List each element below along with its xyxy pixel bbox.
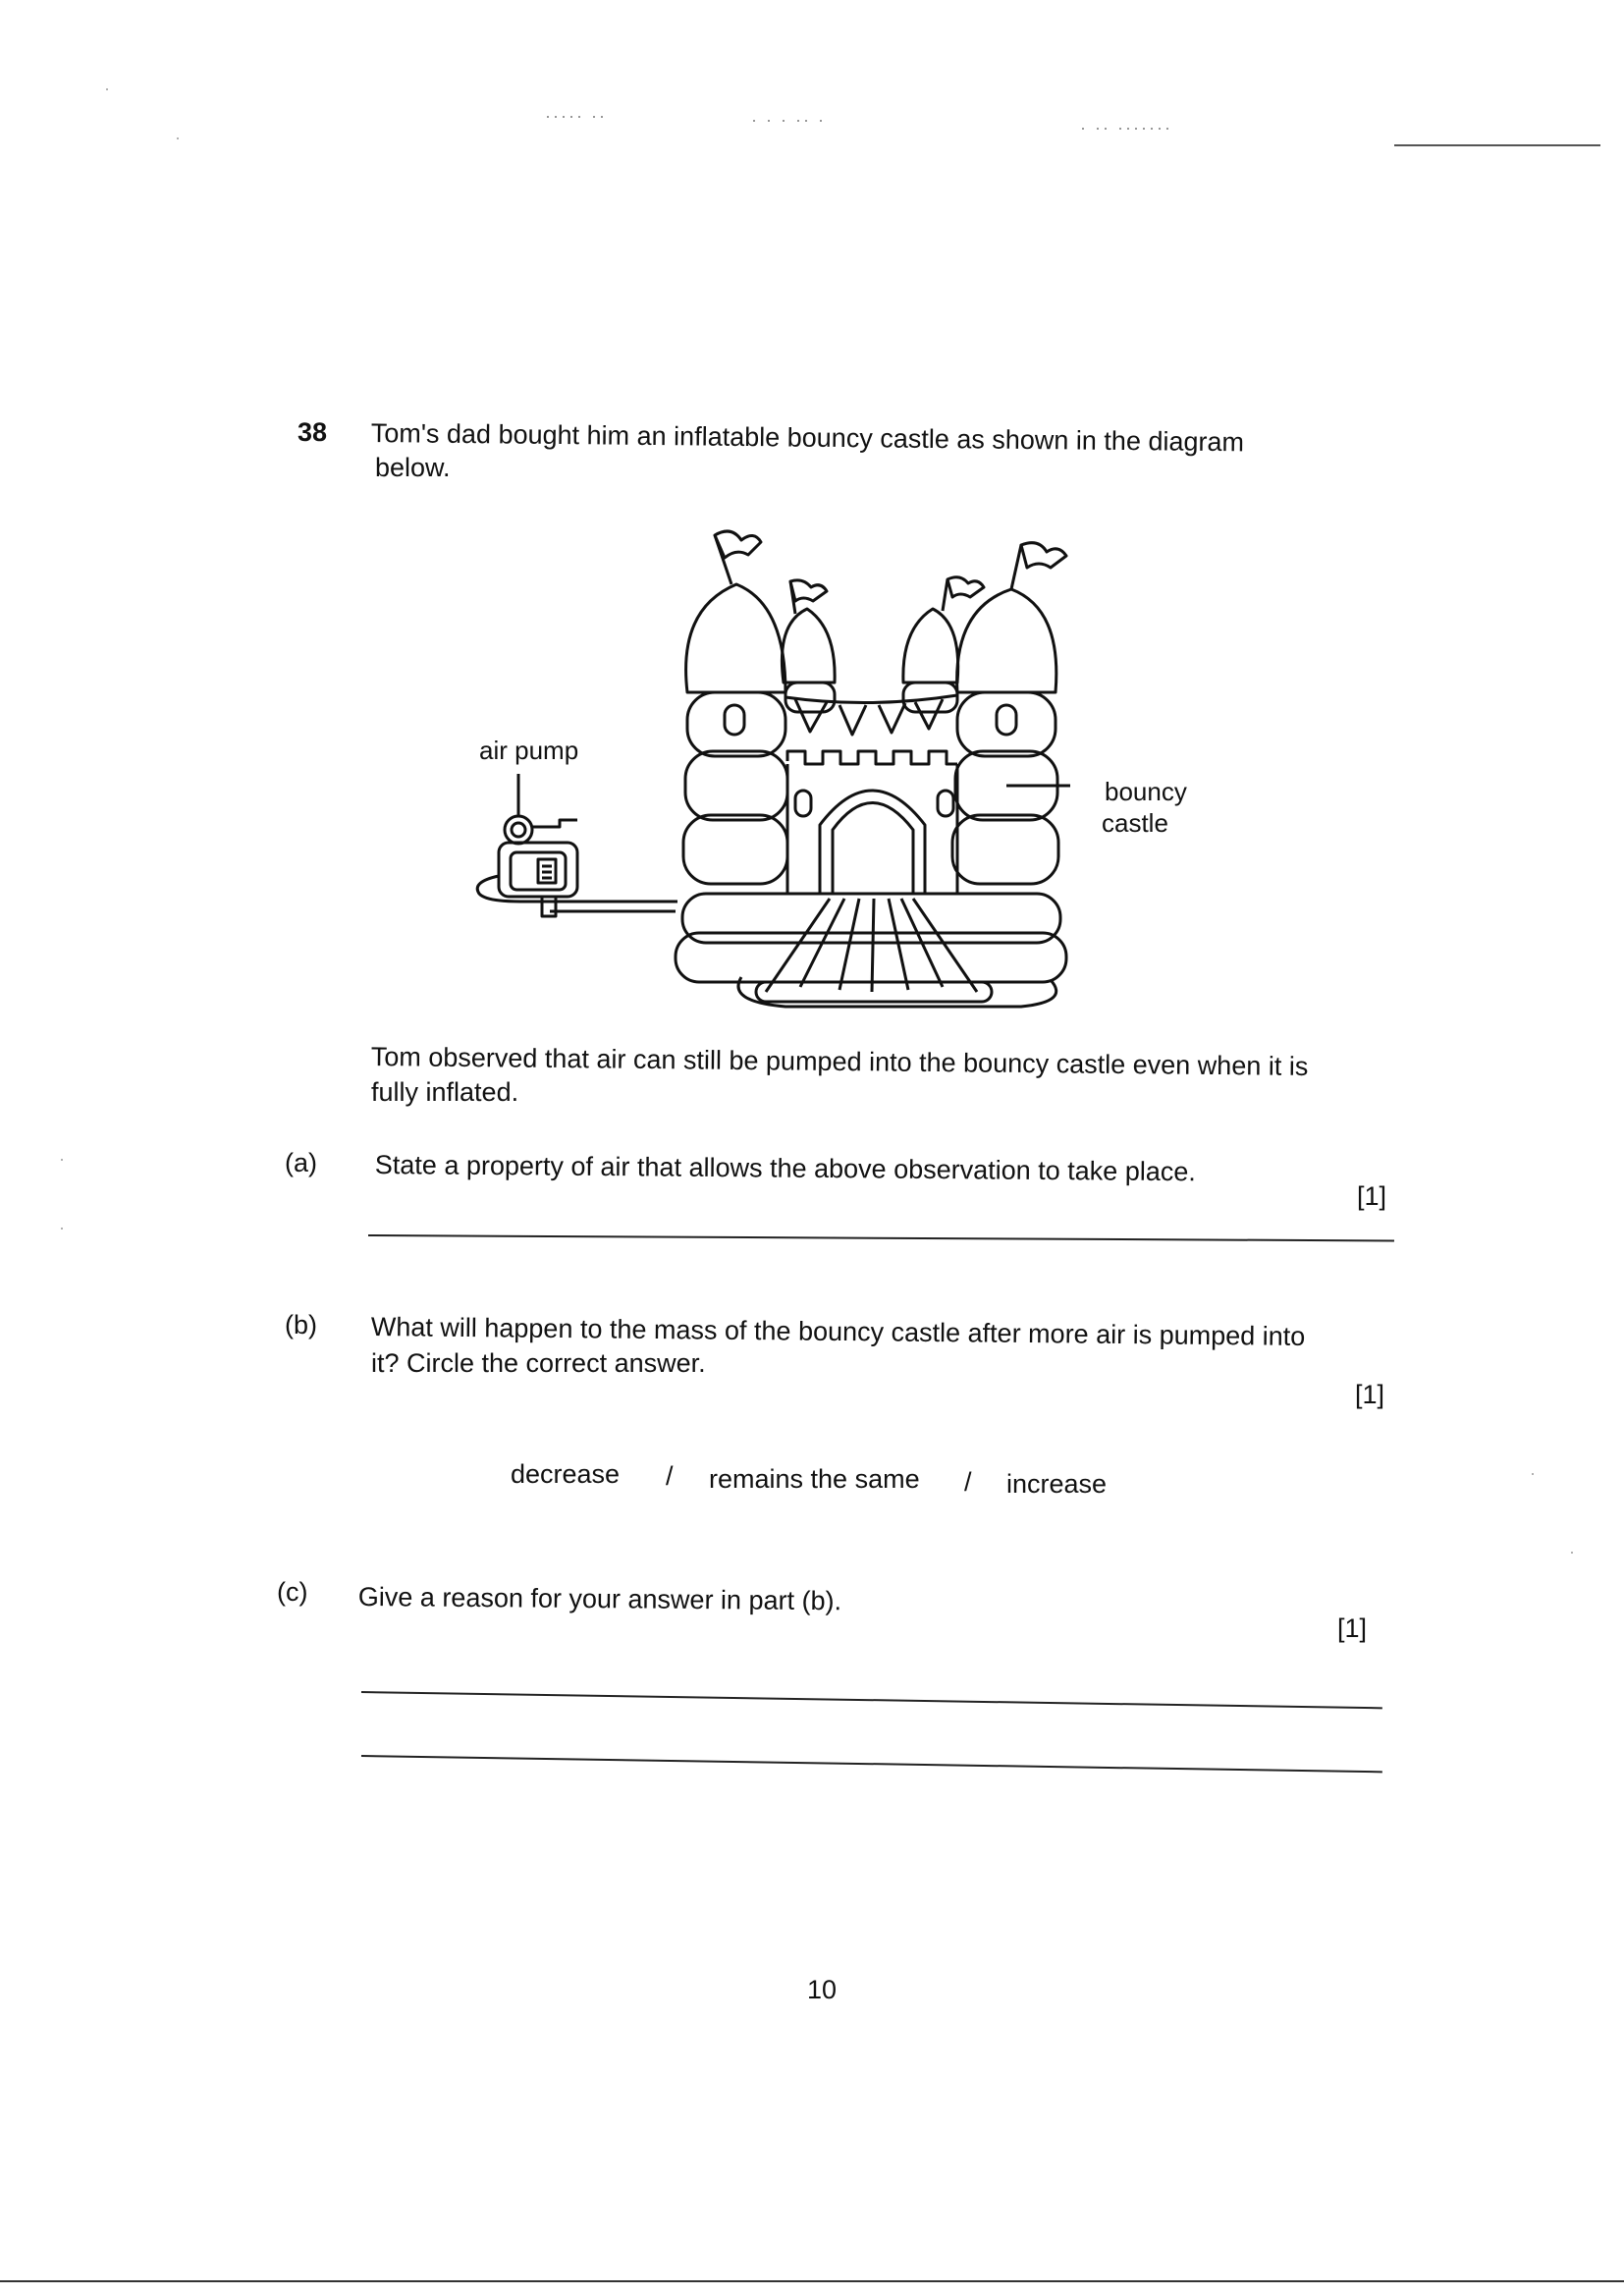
pump-gauge-inner xyxy=(512,823,525,837)
scan-speck xyxy=(1532,1473,1534,1475)
header-scan-dots-3: · ·· ······· xyxy=(1080,118,1172,137)
right-tower-ring3 xyxy=(952,815,1058,884)
part-c-marks: [1] xyxy=(1337,1613,1368,1643)
label-bouncy-castle-line1: bouncy xyxy=(1105,777,1187,806)
left-back-flag xyxy=(790,580,827,601)
left-tower-window xyxy=(725,705,744,735)
observation-line2: fully inflated. xyxy=(371,1077,519,1107)
left-tower-ring3 xyxy=(683,815,787,884)
right-flag-pole xyxy=(1011,545,1021,589)
right-tower-dome xyxy=(957,589,1056,692)
question-intro-line2: below. xyxy=(375,453,451,482)
right-tower-window xyxy=(997,705,1016,735)
right-back-flag-pole xyxy=(943,579,947,611)
right-flag xyxy=(1021,543,1066,568)
part-b-question-line2: it? Circle the correct answer. xyxy=(371,1348,706,1378)
part-c-answer-line-2[interactable] xyxy=(361,1755,1382,1773)
part-c-label: (c) xyxy=(277,1577,308,1607)
castle-battlements xyxy=(787,751,957,764)
observation-line1: Tom observed that air can still be pumped into the bouncy castle even when it is xyxy=(370,1042,1309,1081)
scan-speck xyxy=(61,1159,63,1161)
scan-speck xyxy=(61,1228,63,1230)
arch-inner xyxy=(833,803,913,895)
part-b-marks: [1] xyxy=(1355,1380,1385,1409)
hose-connector xyxy=(542,897,556,916)
bottom-scan-edge xyxy=(0,2280,1624,2282)
part-a-marks: [1] xyxy=(1357,1181,1387,1211)
left-flag xyxy=(715,531,761,558)
label-bouncy-castle-line2: castle xyxy=(1102,808,1168,838)
header-scan-line xyxy=(1394,144,1600,146)
wall-window-left xyxy=(795,791,811,816)
right-tower-ring1 xyxy=(957,692,1056,756)
pump-handle xyxy=(532,820,577,827)
option-separator-1: / xyxy=(666,1461,674,1491)
bouncy-castle-diagram xyxy=(461,511,1208,1021)
part-a-label: (a) xyxy=(285,1148,317,1177)
left-back-dome xyxy=(782,609,835,683)
page-number: 10 xyxy=(807,1975,838,2004)
pump-gauge xyxy=(505,816,532,844)
right-back-dome xyxy=(903,609,958,683)
part-a-question: State a property of air that allows the above observation to take place. xyxy=(374,1150,1196,1187)
label-air-pump: air pump xyxy=(479,736,579,765)
part-c-answer-line-1[interactable] xyxy=(361,1691,1382,1709)
question-intro-line1: Tom's dad bought him an inflatable bouncy castle as shown in the diagram xyxy=(370,417,1245,458)
wall-window-right xyxy=(938,791,953,816)
question-number: 38 xyxy=(298,417,328,447)
header-scan-dots-1: ····· ·· xyxy=(545,106,607,126)
bouncy-castle-illustration xyxy=(461,511,1208,1021)
part-b-question-line1: What will happen to the mass of the bouncy castle after more air is pumped into xyxy=(370,1312,1306,1351)
air-hose xyxy=(550,902,677,911)
scan-speck xyxy=(1571,1552,1573,1554)
option-remains-the-same[interactable]: remains the same xyxy=(709,1464,920,1494)
left-tower-ring2 xyxy=(685,751,787,820)
option-increase[interactable]: increase xyxy=(1006,1469,1108,1499)
left-tower-dome xyxy=(686,584,785,692)
option-decrease[interactable]: decrease xyxy=(511,1459,621,1489)
option-separator-2: / xyxy=(964,1467,972,1497)
scan-speck xyxy=(177,137,179,139)
part-c-question: Give a reason for your answer in part (b). xyxy=(357,1582,842,1616)
slide-front-roll xyxy=(756,982,992,1002)
part-b-label: (b) xyxy=(285,1310,317,1339)
arch-outer xyxy=(820,791,925,894)
bunting-flags xyxy=(795,699,943,735)
right-back-flag xyxy=(947,577,984,597)
scan-speck xyxy=(106,88,108,90)
left-tower-ring1 xyxy=(687,692,785,756)
castle-lower-ring xyxy=(682,894,1060,943)
part-a-answer-line[interactable] xyxy=(368,1234,1394,1241)
header-scan-dots-2: · · · ·· · xyxy=(751,110,826,130)
bunting-string xyxy=(785,695,957,703)
